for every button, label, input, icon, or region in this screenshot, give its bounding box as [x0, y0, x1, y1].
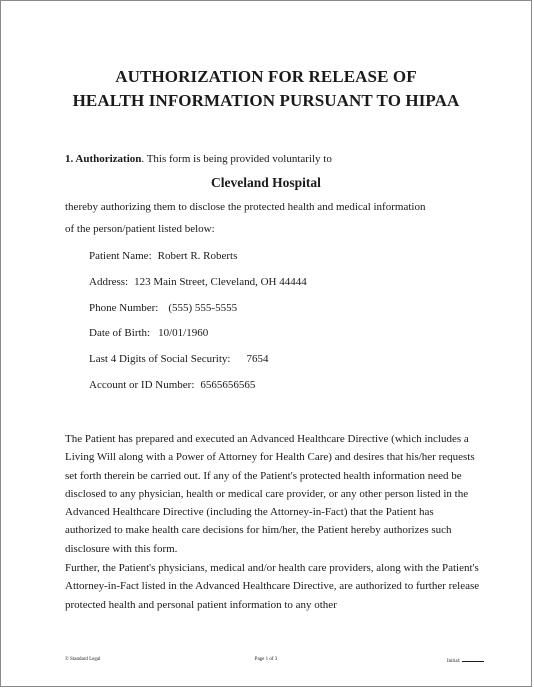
title-line-1: AUTHORIZATION FOR RELEASE OF — [115, 67, 417, 86]
account-field — [89, 378, 255, 392]
ssn-value: 7654 — [246, 353, 269, 365]
dob-value: 10/01/1960 — [158, 327, 209, 339]
address-value: 123 Main Street, Cleveland, OH 44444 — [134, 276, 307, 288]
patient-name-value: Robert R. Roberts — [157, 250, 238, 262]
phone-label: Phone Number: — [89, 302, 159, 314]
footer-initial-label: Initial: — [447, 659, 461, 664]
footer-page-number: Page 1 of 3 — [254, 657, 278, 662]
initial-blank-line[interactable] — [462, 657, 484, 662]
section-1-line-2: of the person/patient listed below: — [65, 223, 215, 235]
account-label: Account or ID Number: — [89, 379, 195, 391]
footer-copyright: © Standard Legal — [65, 657, 101, 662]
phone-value: (555) 555-5555 — [168, 302, 238, 314]
dob-field — [89, 326, 208, 340]
section-1-heading: 1. Authorization — [65, 153, 142, 165]
section-1-line-1: thereby authorizing them to disclose the protected health and medical information — [65, 201, 426, 213]
footer-initial — [447, 657, 484, 665]
address-field — [89, 275, 307, 289]
section-1-intro-text: . This form is being provided voluntarily to — [141, 153, 332, 165]
organization-name: Cleveland Hospital — [211, 175, 321, 190]
account-value: 6565656565 — [200, 379, 256, 391]
title-line-2: HEALTH INFORMATION PURSUANT TO HIPAA — [72, 91, 460, 110]
paragraph-further-release: Further, the Patient's physicians, medical and/or health care providers, along with the Patient's Attorney-in-Fact listed in the Advanced Healthcare Directive, are authorized to further release protected health and personal patient information to any other — [65, 562, 480, 611]
phone-field — [89, 301, 237, 315]
ssn-field — [89, 352, 268, 366]
paragraph-directive: The Patient has prepared and executed an Advanced Healthcare Directive (which includes a Living Will along with a Power of Attorney for Health Care) and desires that his/her requests set forth therein be carried out. If any of the Patient's protected health information need be disclosed to any physician, health or medical care provider, or any other person listed in the Advanced Healthcare Directive (including the Attorney-in-Fact) that the Patient has authorized to make health care decisions for him/her, the Patient hereby authorizes such disclosure with this form. — [65, 433, 475, 555]
patient-name-label: Patient Name: — [89, 250, 152, 262]
document-title — [1, 65, 531, 113]
patient-name-field — [89, 249, 237, 263]
address-label: Address: — [89, 276, 129, 288]
section-1-intro — [65, 152, 332, 166]
dob-label: Date of Birth: — [89, 327, 151, 339]
ssn-label: Last 4 Digits of Social Security: — [89, 353, 231, 365]
